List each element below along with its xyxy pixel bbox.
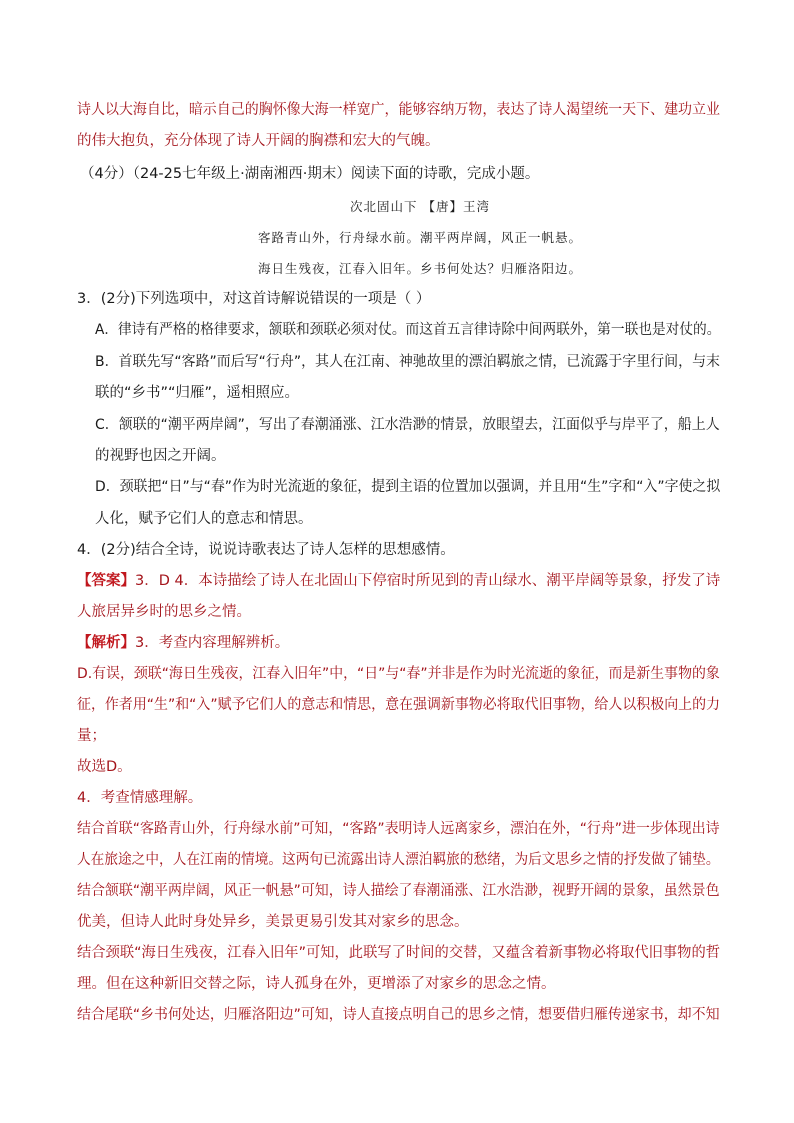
analysis-line: D.有误，颈联“海日生残夜，江春入旧年”中，“日”与“春”并非是作为时光流逝的象征，而是新生事物的象 <box>77 666 720 682</box>
analysis-line: 征，作者用“生”和“入”赋予它们人的意志和情思，意在强调新事物必将取代旧事物，给人以积极向上的力 <box>77 697 721 713</box>
analysis-line: 结合颔联“潮平两岸阔，风正一帆悬”可知，诗人描绘了春潮涌涨、江水浩渺，视野开阔的景象，虽然景色 <box>77 883 720 899</box>
option-c: C．颔联的“潮平两岸阔”，写出了春潮涌涨、江水浩渺的情景，放眼望去，江面似乎与岸平了，船上人 <box>95 417 720 433</box>
answer-line: 人旅居异乡时的思乡之情。 <box>77 604 251 620</box>
poem-line: 客路青山外，行舟绿水前。潮平两岸阔，风正一帆悬。 <box>258 230 583 245</box>
option-d: D．颈联把“日”与“春”作为时光流逝的象征，提到主语的位置加以强调，并且用“生”字和“入”字使之拟 <box>95 479 721 495</box>
analysis-line: 量； <box>77 728 106 744</box>
poem-line: 海日生残夜，江春入旧年。乡书何处达？归雁洛阳边。 <box>258 261 583 276</box>
option-b-cont: 联的“乡书”“归雁”，遥相照应。 <box>95 385 300 401</box>
question-header: （4分）（24-25七年级上·湖南湘西·期末）阅读下面的诗歌，完成小题。 <box>80 166 540 182</box>
question-3: 3．(2分)下列选项中，对这首诗解说错误的一项是（ ） <box>77 291 431 307</box>
option-a: A．律诗有严格的格律要求，颔联和颈联必须对仗。而这首五言律诗除中间两联外，第一联也是对仗的。 <box>95 322 721 338</box>
poem-title: 次北固山下 【唐】王湾 <box>350 199 490 214</box>
analysis-header <box>77 633 289 653</box>
analysis-tag: 【解析】 <box>77 635 135 651</box>
analysis-text: 3．考查内容理解辨析。 <box>135 635 290 651</box>
option-b: B．首联先写“客路”而后写“行舟”，其人在江南、神驰故里的漂泊羁旅之情，已流露于字里行间，与末 <box>95 354 720 370</box>
answer-line <box>77 571 720 591</box>
analysis-line: 人在旅途之中，人在江南的情境。这两句已流露出诗人漂泊羁旅的愁绪，为后文思乡之情的抒发做了铺垫。 <box>77 852 720 868</box>
analysis-line: 诗人以大海自比，暗示自己的胸怀像大海一样宽广，能够容纳万物，表达了诗人渴望统一天下、建功立业 <box>77 102 720 118</box>
analysis-line: 理。但在这种新旧交替之际，诗人孤身在外，更增添了对家乡的思念之情。 <box>77 976 556 992</box>
analysis-line: 4．考查情感理解。 <box>77 790 203 806</box>
analysis-line: 结合尾联“乡书何处达，归雁洛阳边”可知，诗人直接点明自己的思乡之情，想要借归雁传递家书，却不知 <box>77 1007 720 1023</box>
option-d-cont: 人化，赋予它们人的意志和情思。 <box>95 511 313 527</box>
analysis-line: 结合颈联“海日生残夜，江春入旧年”可知，此联写了时间的交替，又蕴含着新事物必将取代旧事物的哲 <box>77 945 721 961</box>
analysis-line: 的伟大抱负，充分体现了诗人开阔的胸襟和宏大的气魄。 <box>77 133 440 149</box>
analysis-line: 故选D。 <box>77 759 132 775</box>
question-4: 4．(2分)结合全诗，说说诗歌表达了诗人怎样的思想感情。 <box>77 542 455 558</box>
analysis-line: 优美，但诗人此时身处异乡，美景更易引发其对家乡的思念。 <box>77 914 469 930</box>
answer-text: 3．D 4．本诗描绘了诗人在北固山下停宿时所见到的青山绿水、潮平岸阔等景象，抒发了诗 <box>135 573 721 589</box>
analysis-line: 结合首联“客路青山外，行舟绿水前”可知，“客路”表明诗人远离家乡，漂泊在外，“行舟”进一步体现出诗 <box>77 821 720 837</box>
answer-tag: 【答案】 <box>77 573 135 589</box>
option-c-cont: 的视野也因之开阔。 <box>95 448 226 464</box>
